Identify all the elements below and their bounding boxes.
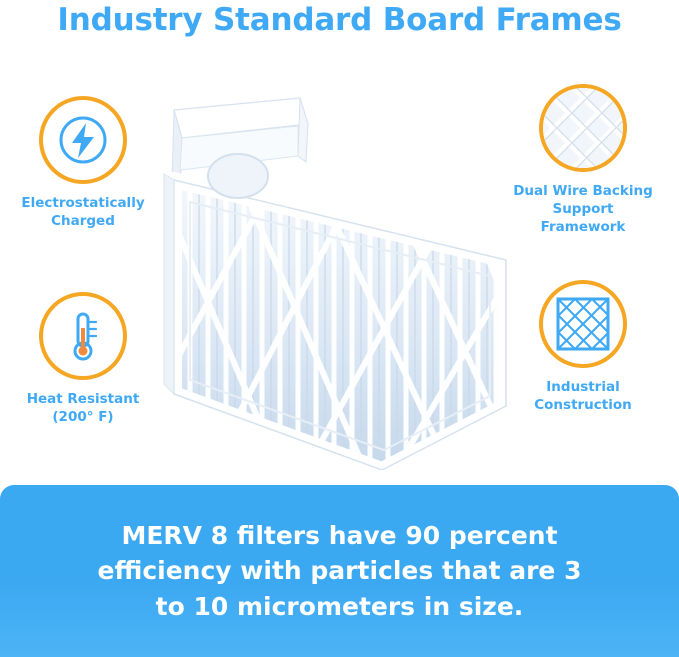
feature-label-line2: (200° F) xyxy=(52,409,114,426)
feature-label-line1: Dual Wire Backing xyxy=(513,183,653,199)
banner-text xyxy=(64,518,616,625)
feature-label-line1: Heat Resistant xyxy=(26,391,140,407)
feature-label-line1: Electrostatically xyxy=(21,195,145,211)
product-image xyxy=(150,70,530,470)
page-title: Industry Standard Board Frames xyxy=(57,2,622,38)
lightning-bolt-icon xyxy=(57,114,109,166)
feature-dual-wire-backing xyxy=(508,84,658,237)
wire-mesh-icon xyxy=(543,88,623,168)
frame-left-edge xyxy=(164,174,174,394)
feature-label-line2: Support Framework xyxy=(540,201,626,236)
feature-badge-circle xyxy=(539,84,627,172)
feature-badge-circle xyxy=(39,96,127,184)
banner-line-1: MERV 8 filters have 90 percent xyxy=(121,520,558,550)
feature-label-line2: Charged xyxy=(51,213,115,230)
feature-label xyxy=(508,182,658,237)
air-filter-illustration xyxy=(150,70,530,470)
banner-line-3: to 10 micrometers in size. xyxy=(155,591,524,621)
feature-industrial-construction xyxy=(508,280,658,414)
feature-badge-circle xyxy=(39,292,127,380)
banner-line-2: efficiency with particles that are 3 xyxy=(97,556,582,586)
feature-heat-resistant xyxy=(8,292,158,426)
feature-electrostatically-charged xyxy=(8,96,158,230)
thermometer-icon xyxy=(57,308,109,364)
frame-cutout xyxy=(208,154,268,198)
feature-label xyxy=(8,194,158,230)
merv-rating-banner xyxy=(0,485,679,657)
lattice-grid-icon xyxy=(555,296,611,352)
feature-label-line2: Construction xyxy=(534,397,632,414)
feature-badge-circle xyxy=(539,280,627,368)
feature-label xyxy=(8,390,158,426)
feature-label xyxy=(508,378,658,414)
feature-label-line1: Industrial xyxy=(546,379,620,395)
